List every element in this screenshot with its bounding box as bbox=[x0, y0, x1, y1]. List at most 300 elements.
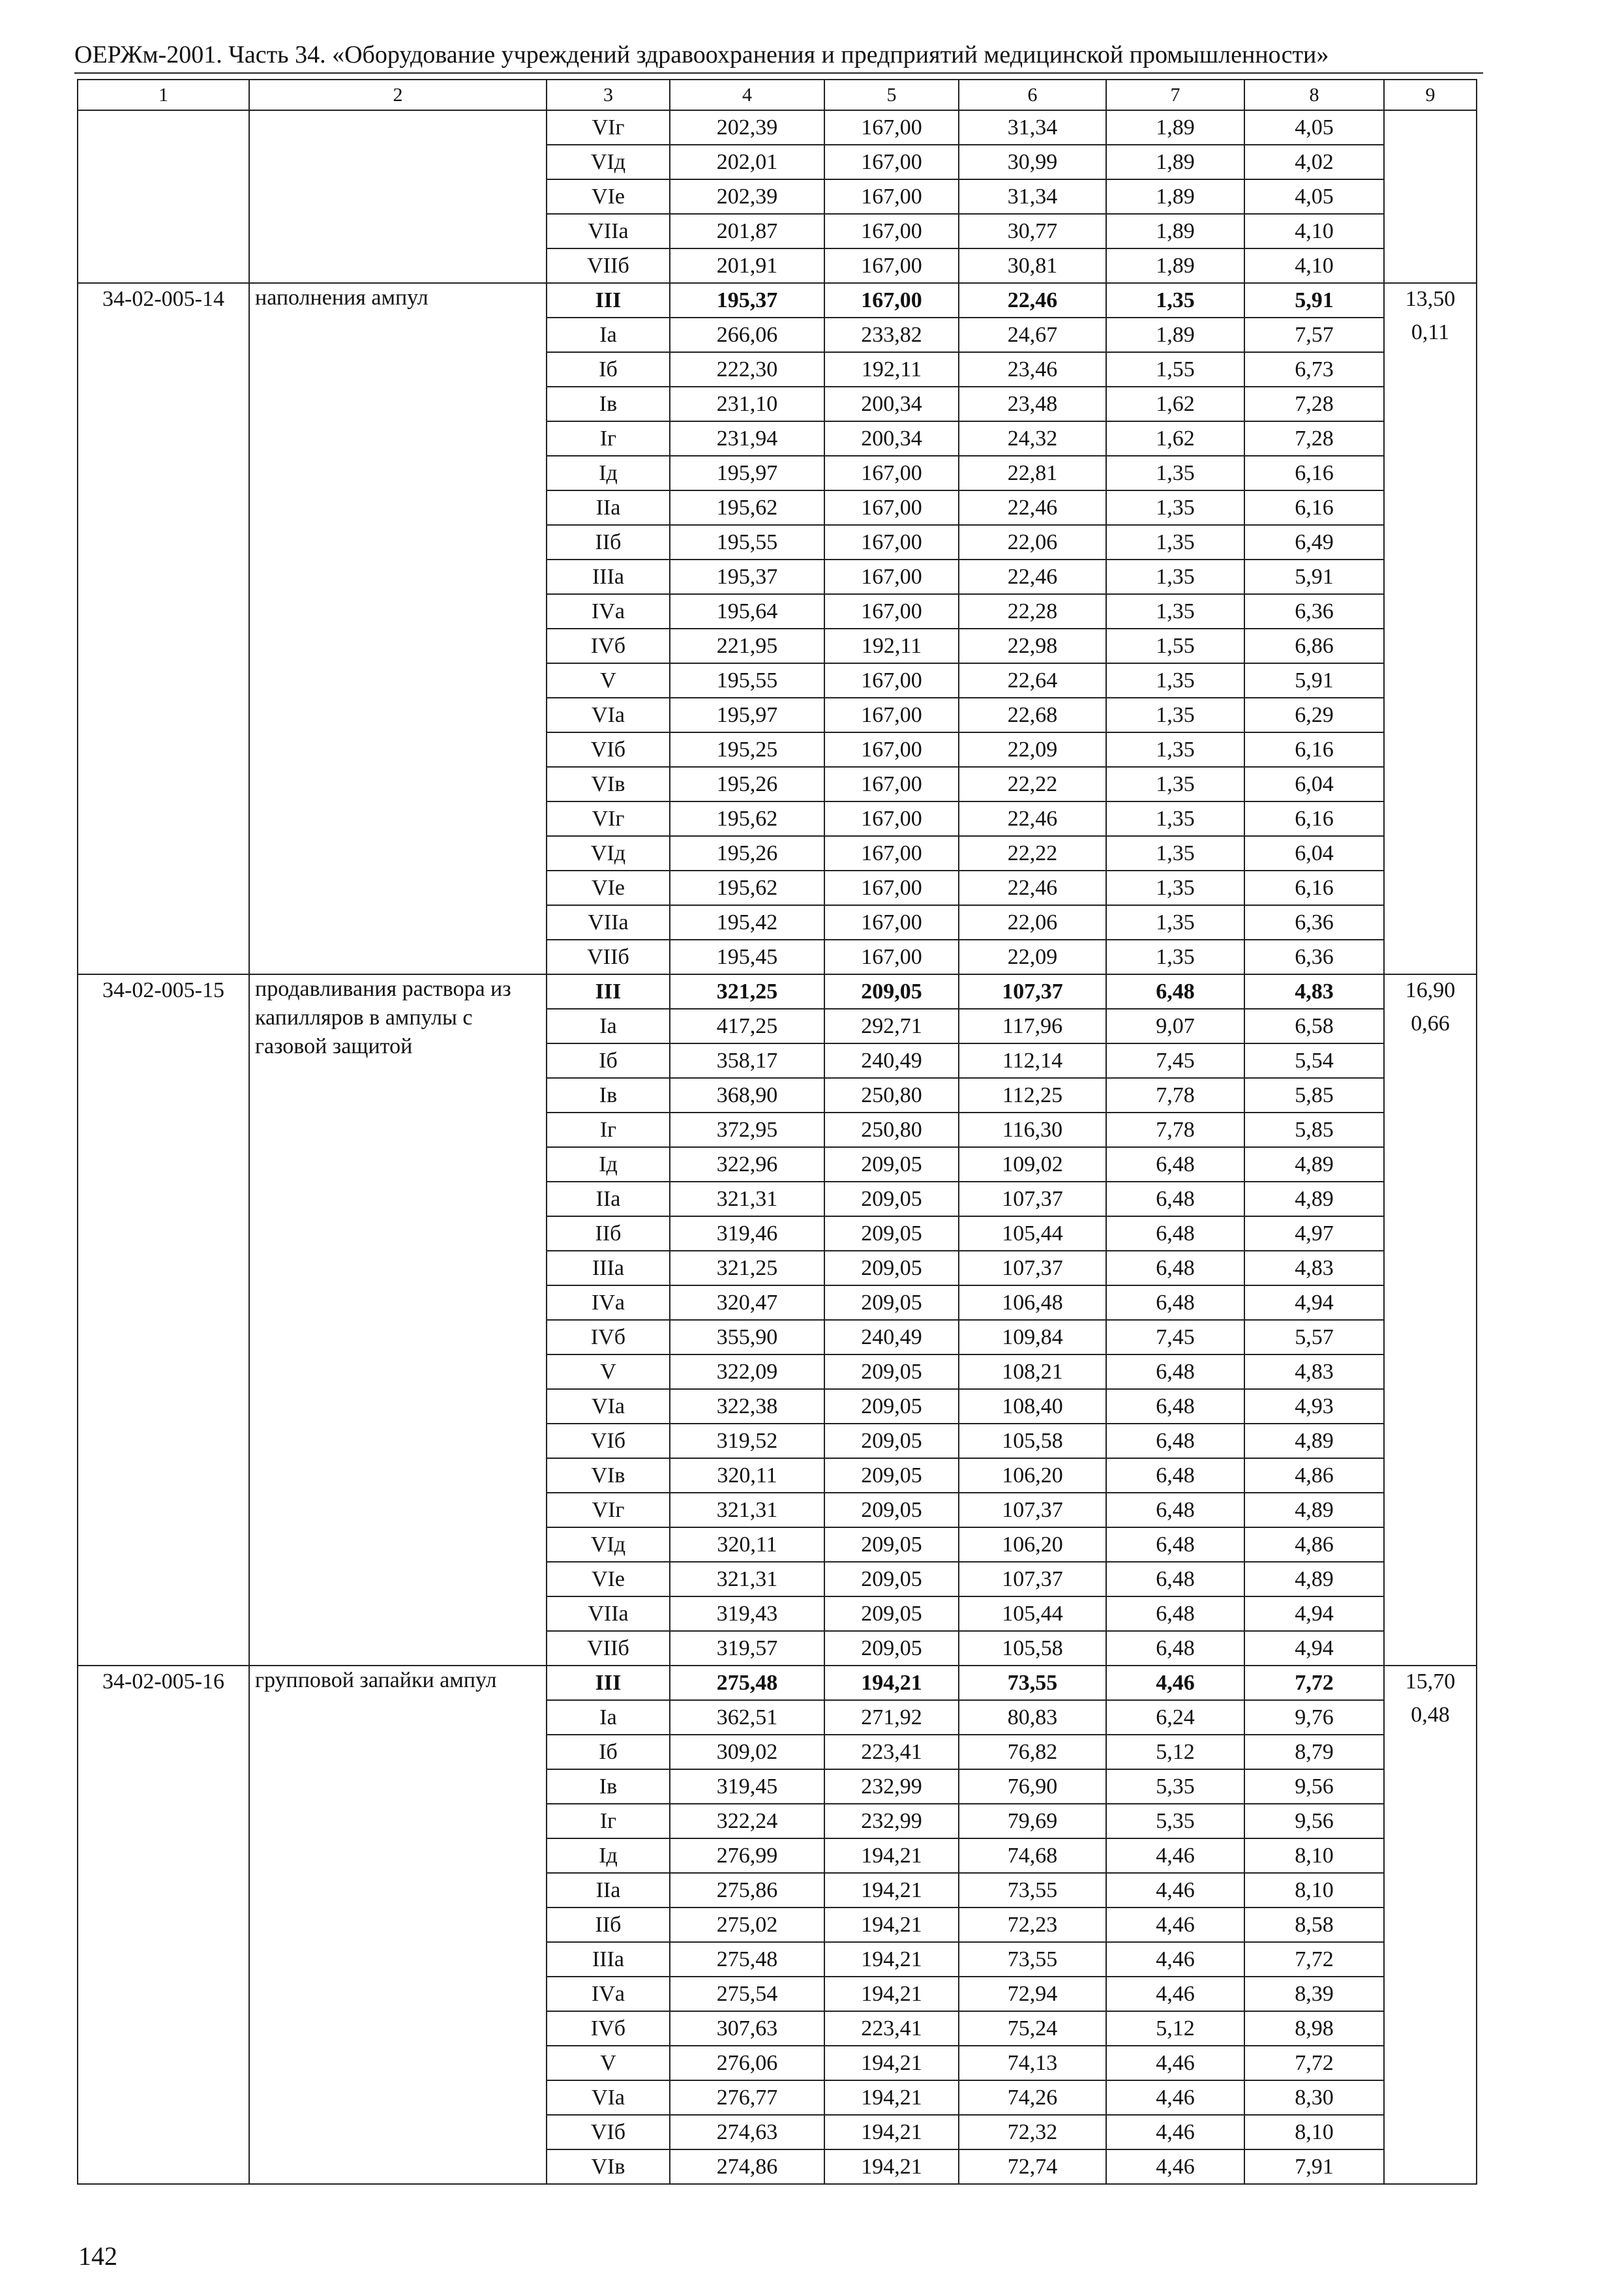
machine-cost-cell: 73,55 bbox=[959, 1873, 1106, 1908]
zone-cell: Iа bbox=[547, 318, 670, 352]
zone-cell: Iд bbox=[547, 1838, 670, 1873]
machine-cost-cell: 72,94 bbox=[959, 1977, 1106, 2011]
zone-cell: IVа bbox=[547, 1285, 670, 1320]
wages-cell: 167,00 bbox=[824, 594, 959, 629]
machine-cost-cell: 105,44 bbox=[959, 1216, 1106, 1251]
total-cost-cell: 322,24 bbox=[670, 1804, 824, 1838]
wages-cell: 167,00 bbox=[824, 801, 959, 836]
driver-wages-cell: 1,62 bbox=[1106, 421, 1244, 456]
total-cost-cell: 195,37 bbox=[670, 283, 824, 318]
driver-wages-cell: 1,35 bbox=[1106, 560, 1244, 594]
driver-wages-cell: 4,46 bbox=[1106, 2046, 1244, 2080]
driver-wages-cell: 6,48 bbox=[1106, 1596, 1244, 1631]
machine-cost-cell: 105,44 bbox=[959, 1596, 1106, 1631]
driver-wages-cell: 6,48 bbox=[1106, 1354, 1244, 1389]
zone-cell: VIIб bbox=[547, 248, 670, 283]
machine-cost-cell: 22,46 bbox=[959, 283, 1106, 318]
machine-cost-cell: 24,32 bbox=[959, 421, 1106, 456]
driver-wages-cell: 1,62 bbox=[1106, 387, 1244, 421]
total-cost-cell: 417,25 bbox=[670, 1009, 824, 1043]
driver-wages-cell: 4,46 bbox=[1106, 1977, 1244, 2011]
wages-cell: 194,21 bbox=[824, 1977, 959, 2011]
materials-cell: 4,94 bbox=[1244, 1285, 1384, 1320]
total-cost-cell: 368,90 bbox=[670, 1078, 824, 1113]
materials-cell: 8,39 bbox=[1244, 1977, 1384, 2011]
machine-cost-cell: 22,64 bbox=[959, 663, 1106, 698]
total-cost-cell: 321,25 bbox=[670, 974, 824, 1009]
zone-cell: Iа bbox=[547, 1700, 670, 1735]
wages-cell: 209,05 bbox=[824, 1631, 959, 1666]
driver-wages-cell: 6,48 bbox=[1106, 974, 1244, 1009]
total-cost-cell: 358,17 bbox=[670, 1043, 824, 1078]
materials-cell: 7,72 bbox=[1244, 1666, 1384, 1700]
total-cost-cell: 221,95 bbox=[670, 629, 824, 663]
machine-cost-cell: 107,37 bbox=[959, 974, 1106, 1009]
machine-cost-cell: 22,46 bbox=[959, 490, 1106, 525]
materials-cell: 6,29 bbox=[1244, 698, 1384, 732]
driver-wages-cell: 4,46 bbox=[1106, 2149, 1244, 2184]
materials-cell: 7,28 bbox=[1244, 421, 1384, 456]
machine-cost-cell: 22,81 bbox=[959, 456, 1106, 490]
machine-cost-cell: 74,26 bbox=[959, 2080, 1106, 2115]
wages-cell: 167,00 bbox=[824, 248, 959, 283]
machine-cost-cell: 107,37 bbox=[959, 1182, 1106, 1216]
total-cost-cell: 195,62 bbox=[670, 490, 824, 525]
materials-cell: 5,91 bbox=[1244, 283, 1384, 318]
zone-cell: VIа bbox=[547, 1389, 670, 1424]
machine-cost-cell: 105,58 bbox=[959, 1424, 1106, 1458]
machine-cost-cell: 74,13 bbox=[959, 2046, 1106, 2080]
total-cost-cell: 274,86 bbox=[670, 2149, 824, 2184]
zone-cell: VIа bbox=[547, 698, 670, 732]
total-cost-cell: 319,52 bbox=[670, 1424, 824, 1458]
wages-cell: 194,21 bbox=[824, 2046, 959, 2080]
machine-cost-cell: 107,37 bbox=[959, 1562, 1106, 1596]
total-cost-cell: 195,62 bbox=[670, 801, 824, 836]
driver-wages-cell: 1,89 bbox=[1106, 318, 1244, 352]
driver-wages-cell: 6,24 bbox=[1106, 1700, 1244, 1735]
code-cell: 34-02-005-15 bbox=[78, 974, 249, 1666]
materials-cell: 8,58 bbox=[1244, 1908, 1384, 1942]
zone-cell: IVб bbox=[547, 1320, 670, 1354]
code-cell: 34-02-005-16 bbox=[78, 1666, 249, 2184]
wages-cell: 209,05 bbox=[824, 1147, 959, 1182]
total-cost-cell: 307,63 bbox=[670, 2011, 824, 2046]
zone-cell: Iг bbox=[547, 1113, 670, 1147]
wages-cell: 194,21 bbox=[824, 1908, 959, 1942]
materials-cell: 6,58 bbox=[1244, 1009, 1384, 1043]
total-cost-cell: 372,95 bbox=[670, 1113, 824, 1147]
wages-cell: 167,00 bbox=[824, 490, 959, 525]
machine-cost-cell: 117,96 bbox=[959, 1009, 1106, 1043]
zone-cell: IVб bbox=[547, 2011, 670, 2046]
wages-cell: 232,99 bbox=[824, 1804, 959, 1838]
machine-cost-cell: 22,46 bbox=[959, 801, 1106, 836]
materials-cell: 7,72 bbox=[1244, 1942, 1384, 1977]
total-cost-cell: 195,55 bbox=[670, 525, 824, 560]
name-cell: групповой запайки ампул bbox=[249, 1666, 547, 2184]
total-cost-cell: 274,63 bbox=[670, 2115, 824, 2149]
table-row bbox=[78, 110, 1477, 145]
machine-cost-cell: 107,37 bbox=[959, 1493, 1106, 1527]
materials-cell: 8,10 bbox=[1244, 1838, 1384, 1873]
zone-cell: VIг bbox=[547, 110, 670, 145]
zone-cell: IVб bbox=[547, 629, 670, 663]
wages-cell: 209,05 bbox=[824, 1562, 959, 1596]
zone-cell: IIIа bbox=[547, 1942, 670, 1977]
driver-wages-cell: 1,35 bbox=[1106, 525, 1244, 560]
machine-cost-cell: 76,90 bbox=[959, 1769, 1106, 1804]
page-header-title: ОЕРЖм-2001. Часть 34. «Оборудование учреждений здравоохранения и предприятий медицинской промышленности» bbox=[74, 41, 1329, 68]
wages-cell: 194,21 bbox=[824, 2115, 959, 2149]
wages-cell: 167,00 bbox=[824, 905, 959, 940]
driver-wages-cell: 4,46 bbox=[1106, 2115, 1244, 2149]
materials-cell: 9,56 bbox=[1244, 1769, 1384, 1804]
materials-cell: 4,05 bbox=[1244, 110, 1384, 145]
column-header: 7 bbox=[1106, 80, 1244, 110]
machine-cost-cell: 31,34 bbox=[959, 179, 1106, 214]
materials-cell: 4,89 bbox=[1244, 1493, 1384, 1527]
zone-cell: VIд bbox=[547, 1527, 670, 1562]
driver-wages-cell: 6,48 bbox=[1106, 1285, 1244, 1320]
name-cell bbox=[249, 110, 547, 283]
wages-cell: 209,05 bbox=[824, 1182, 959, 1216]
wages-cell: 167,00 bbox=[824, 179, 959, 214]
materials-cell: 7,91 bbox=[1244, 2149, 1384, 2184]
wages-cell: 194,21 bbox=[824, 1838, 959, 1873]
wages-cell: 194,21 bbox=[824, 1873, 959, 1908]
extra-value: 0,66 bbox=[1411, 1011, 1450, 1036]
wages-cell: 271,92 bbox=[824, 1700, 959, 1735]
zone-cell: Iг bbox=[547, 1804, 670, 1838]
total-cost-cell: 202,39 bbox=[670, 179, 824, 214]
driver-wages-cell: 1,35 bbox=[1106, 698, 1244, 732]
wages-cell: 209,05 bbox=[824, 1527, 959, 1562]
column-header: 3 bbox=[547, 80, 670, 110]
materials-cell: 4,83 bbox=[1244, 974, 1384, 1009]
total-cost-cell: 319,45 bbox=[670, 1769, 824, 1804]
driver-wages-cell: 6,48 bbox=[1106, 1458, 1244, 1493]
zone-cell: VIб bbox=[547, 1424, 670, 1458]
materials-cell: 4,10 bbox=[1244, 214, 1384, 248]
total-cost-cell: 201,87 bbox=[670, 214, 824, 248]
materials-cell: 9,76 bbox=[1244, 1700, 1384, 1735]
total-cost-cell: 321,31 bbox=[670, 1182, 824, 1216]
zone-cell: VIб bbox=[547, 732, 670, 767]
total-cost-cell: 319,46 bbox=[670, 1216, 824, 1251]
column-header: 2 bbox=[249, 80, 547, 110]
materials-cell: 4,89 bbox=[1244, 1182, 1384, 1216]
materials-cell: 4,10 bbox=[1244, 248, 1384, 283]
total-cost-cell: 195,45 bbox=[670, 940, 824, 974]
wages-cell: 167,00 bbox=[824, 732, 959, 767]
total-cost-cell: 266,06 bbox=[670, 318, 824, 352]
wages-cell: 292,71 bbox=[824, 1009, 959, 1043]
total-cost-cell: 195,25 bbox=[670, 732, 824, 767]
total-cost-cell: 195,26 bbox=[670, 836, 824, 871]
code-cell: 34-02-005-14 bbox=[78, 283, 249, 974]
zone-cell: IIб bbox=[547, 1908, 670, 1942]
table-body bbox=[78, 80, 1477, 2184]
driver-wages-cell: 6,48 bbox=[1106, 1424, 1244, 1458]
materials-cell: 4,83 bbox=[1244, 1354, 1384, 1389]
materials-cell: 4,86 bbox=[1244, 1458, 1384, 1493]
materials-cell: 8,10 bbox=[1244, 2115, 1384, 2149]
zone-cell: IIа bbox=[547, 1873, 670, 1908]
extra-cell bbox=[1384, 283, 1477, 974]
materials-cell: 6,04 bbox=[1244, 767, 1384, 801]
wages-cell: 192,11 bbox=[824, 352, 959, 387]
wages-cell: 167,00 bbox=[824, 698, 959, 732]
zone-cell: Iа bbox=[547, 1009, 670, 1043]
total-cost-cell: 275,48 bbox=[670, 1666, 824, 1700]
materials-cell: 4,83 bbox=[1244, 1251, 1384, 1285]
zone-cell: III bbox=[547, 974, 670, 1009]
column-header: 1 bbox=[78, 80, 249, 110]
zone-cell: VIв bbox=[547, 1458, 670, 1493]
wages-cell: 209,05 bbox=[824, 1285, 959, 1320]
driver-wages-cell: 1,89 bbox=[1106, 179, 1244, 214]
driver-wages-cell: 1,35 bbox=[1106, 594, 1244, 629]
driver-wages-cell: 5,12 bbox=[1106, 1735, 1244, 1769]
materials-cell: 6,36 bbox=[1244, 905, 1384, 940]
total-cost-cell: 276,99 bbox=[670, 1838, 824, 1873]
driver-wages-cell: 5,35 bbox=[1106, 1804, 1244, 1838]
wages-cell: 209,05 bbox=[824, 1389, 959, 1424]
driver-wages-cell: 4,46 bbox=[1106, 1942, 1244, 1977]
driver-wages-cell: 7,45 bbox=[1106, 1043, 1244, 1078]
machine-cost-cell: 30,77 bbox=[959, 214, 1106, 248]
total-cost-cell: 195,62 bbox=[670, 871, 824, 905]
driver-wages-cell: 6,48 bbox=[1106, 1389, 1244, 1424]
zone-cell: V bbox=[547, 1354, 670, 1389]
wages-cell: 209,05 bbox=[824, 1251, 959, 1285]
driver-wages-cell: 4,46 bbox=[1106, 1666, 1244, 1700]
materials-cell: 5,91 bbox=[1244, 663, 1384, 698]
wages-cell: 240,49 bbox=[824, 1043, 959, 1078]
zone-cell: VIIб bbox=[547, 940, 670, 974]
materials-cell: 5,57 bbox=[1244, 1320, 1384, 1354]
total-cost-cell: 202,39 bbox=[670, 110, 824, 145]
driver-wages-cell: 1,55 bbox=[1106, 352, 1244, 387]
wages-cell: 200,34 bbox=[824, 421, 959, 456]
total-cost-cell: 195,64 bbox=[670, 594, 824, 629]
materials-cell: 6,16 bbox=[1244, 801, 1384, 836]
zone-cell: IVа bbox=[547, 1977, 670, 2011]
driver-wages-cell: 4,46 bbox=[1106, 1908, 1244, 1942]
price-table bbox=[77, 79, 1477, 2185]
driver-wages-cell: 1,89 bbox=[1106, 145, 1244, 179]
total-cost-cell: 276,06 bbox=[670, 2046, 824, 2080]
driver-wages-cell: 1,35 bbox=[1106, 283, 1244, 318]
wages-cell: 232,99 bbox=[824, 1769, 959, 1804]
total-cost-cell: 231,94 bbox=[670, 421, 824, 456]
driver-wages-cell: 1,55 bbox=[1106, 629, 1244, 663]
driver-wages-cell: 1,89 bbox=[1106, 248, 1244, 283]
wages-cell: 167,00 bbox=[824, 525, 959, 560]
machine-cost-cell: 22,09 bbox=[959, 940, 1106, 974]
extra-value: 16,90 bbox=[1405, 978, 1456, 1002]
wages-cell: 167,00 bbox=[824, 456, 959, 490]
driver-wages-cell: 1,35 bbox=[1106, 490, 1244, 525]
wages-cell: 167,00 bbox=[824, 110, 959, 145]
materials-cell: 6,86 bbox=[1244, 629, 1384, 663]
total-cost-cell: 322,09 bbox=[670, 1354, 824, 1389]
table-row bbox=[78, 1666, 1477, 1700]
machine-cost-cell: 80,83 bbox=[959, 1700, 1106, 1735]
driver-wages-cell: 1,35 bbox=[1106, 836, 1244, 871]
materials-cell: 6,16 bbox=[1244, 871, 1384, 905]
extra-value: 13,50 bbox=[1405, 287, 1456, 311]
extra-cell bbox=[1384, 110, 1477, 283]
zone-cell: IIа bbox=[547, 490, 670, 525]
machine-cost-cell: 30,99 bbox=[959, 145, 1106, 179]
total-cost-cell: 195,42 bbox=[670, 905, 824, 940]
column-header-row bbox=[78, 80, 1477, 110]
column-header: 4 bbox=[670, 80, 824, 110]
machine-cost-cell: 112,14 bbox=[959, 1043, 1106, 1078]
total-cost-cell: 275,02 bbox=[670, 1908, 824, 1942]
materials-cell: 4,94 bbox=[1244, 1596, 1384, 1631]
wages-cell: 209,05 bbox=[824, 1216, 959, 1251]
materials-cell: 5,85 bbox=[1244, 1113, 1384, 1147]
driver-wages-cell: 1,35 bbox=[1106, 663, 1244, 698]
materials-cell: 4,89 bbox=[1244, 1147, 1384, 1182]
zone-cell: V bbox=[547, 663, 670, 698]
driver-wages-cell: 4,46 bbox=[1106, 1873, 1244, 1908]
zone-cell: IIIа bbox=[547, 1251, 670, 1285]
zone-cell: VIг bbox=[547, 801, 670, 836]
machine-cost-cell: 22,09 bbox=[959, 732, 1106, 767]
total-cost-cell: 309,02 bbox=[670, 1735, 824, 1769]
extra-value: 0,11 bbox=[1411, 320, 1450, 344]
machine-cost-cell: 31,34 bbox=[959, 110, 1106, 145]
machine-cost-cell: 109,84 bbox=[959, 1320, 1106, 1354]
total-cost-cell: 275,54 bbox=[670, 1977, 824, 2011]
extra-cell bbox=[1384, 1666, 1477, 2184]
zone-cell: III bbox=[547, 283, 670, 318]
total-cost-cell: 201,91 bbox=[670, 248, 824, 283]
zone-cell: IVа bbox=[547, 594, 670, 629]
column-header: 8 bbox=[1244, 80, 1384, 110]
total-cost-cell: 195,97 bbox=[670, 456, 824, 490]
zone-cell: Iб bbox=[547, 1043, 670, 1078]
driver-wages-cell: 6,48 bbox=[1106, 1182, 1244, 1216]
zone-cell: Iв bbox=[547, 1769, 670, 1804]
wages-cell: 167,00 bbox=[824, 871, 959, 905]
wages-cell: 167,00 bbox=[824, 940, 959, 974]
table-row bbox=[78, 974, 1477, 1009]
wages-cell: 209,05 bbox=[824, 1424, 959, 1458]
machine-cost-cell: 30,81 bbox=[959, 248, 1106, 283]
materials-cell: 6,49 bbox=[1244, 525, 1384, 560]
extra-value: 15,70 bbox=[1405, 1669, 1456, 1694]
materials-cell: 7,72 bbox=[1244, 2046, 1384, 2080]
materials-cell: 8,79 bbox=[1244, 1735, 1384, 1769]
wages-cell: 209,05 bbox=[824, 974, 959, 1009]
machine-cost-cell: 112,25 bbox=[959, 1078, 1106, 1113]
driver-wages-cell: 6,48 bbox=[1106, 1216, 1244, 1251]
wages-cell: 167,00 bbox=[824, 836, 959, 871]
table-row bbox=[78, 283, 1477, 318]
machine-cost-cell: 72,74 bbox=[959, 2149, 1106, 2184]
machine-cost-cell: 79,69 bbox=[959, 1804, 1106, 1838]
total-cost-cell: 275,48 bbox=[670, 1942, 824, 1977]
machine-cost-cell: 108,21 bbox=[959, 1354, 1106, 1389]
materials-cell: 4,02 bbox=[1244, 145, 1384, 179]
driver-wages-cell: 1,89 bbox=[1106, 110, 1244, 145]
driver-wages-cell: 4,46 bbox=[1106, 1838, 1244, 1873]
driver-wages-cell: 1,35 bbox=[1106, 767, 1244, 801]
wages-cell: 200,34 bbox=[824, 387, 959, 421]
wages-cell: 194,21 bbox=[824, 2149, 959, 2184]
materials-cell: 6,16 bbox=[1244, 732, 1384, 767]
zone-cell: VIг bbox=[547, 1493, 670, 1527]
name-cell: наполнения ампул bbox=[249, 283, 547, 974]
header-divider bbox=[74, 72, 1483, 74]
machine-cost-cell: 73,55 bbox=[959, 1666, 1106, 1700]
total-cost-cell: 320,11 bbox=[670, 1458, 824, 1493]
machine-cost-cell: 106,48 bbox=[959, 1285, 1106, 1320]
column-header: 5 bbox=[824, 80, 959, 110]
zone-cell: Iг bbox=[547, 421, 670, 456]
wages-cell: 167,00 bbox=[824, 283, 959, 318]
machine-cost-cell: 108,40 bbox=[959, 1389, 1106, 1424]
materials-cell: 5,91 bbox=[1244, 560, 1384, 594]
machine-cost-cell: 22,28 bbox=[959, 594, 1106, 629]
driver-wages-cell: 5,35 bbox=[1106, 1769, 1244, 1804]
materials-cell: 6,04 bbox=[1244, 836, 1384, 871]
materials-cell: 8,10 bbox=[1244, 1873, 1384, 1908]
driver-wages-cell: 6,48 bbox=[1106, 1251, 1244, 1285]
wages-cell: 250,80 bbox=[824, 1078, 959, 1113]
driver-wages-cell: 6,48 bbox=[1106, 1631, 1244, 1666]
driver-wages-cell: 1,35 bbox=[1106, 456, 1244, 490]
extra-cell bbox=[1384, 974, 1477, 1666]
wages-cell: 223,41 bbox=[824, 2011, 959, 2046]
zone-cell: III bbox=[547, 1666, 670, 1700]
wages-cell: 209,05 bbox=[824, 1493, 959, 1527]
total-cost-cell: 321,25 bbox=[670, 1251, 824, 1285]
machine-cost-cell: 107,37 bbox=[959, 1251, 1106, 1285]
wages-cell: 167,00 bbox=[824, 767, 959, 801]
driver-wages-cell: 1,35 bbox=[1106, 905, 1244, 940]
materials-cell: 8,98 bbox=[1244, 2011, 1384, 2046]
zone-cell: VIб bbox=[547, 2115, 670, 2149]
driver-wages-cell: 6,48 bbox=[1106, 1493, 1244, 1527]
materials-cell: 5,85 bbox=[1244, 1078, 1384, 1113]
total-cost-cell: 276,77 bbox=[670, 2080, 824, 2115]
name-cell: продавливания раствора из капилляров в ампулы с газовой защитой bbox=[249, 974, 547, 1666]
materials-cell: 4,05 bbox=[1244, 179, 1384, 214]
materials-cell: 6,36 bbox=[1244, 940, 1384, 974]
zone-cell: IIб bbox=[547, 1216, 670, 1251]
total-cost-cell: 195,26 bbox=[670, 767, 824, 801]
total-cost-cell: 319,57 bbox=[670, 1631, 824, 1666]
materials-cell: 4,94 bbox=[1244, 1631, 1384, 1666]
wages-cell: 167,00 bbox=[824, 145, 959, 179]
machine-cost-cell: 22,22 bbox=[959, 767, 1106, 801]
zone-cell: VIа bbox=[547, 2080, 670, 2115]
machine-cost-cell: 22,22 bbox=[959, 836, 1106, 871]
machine-cost-cell: 22,46 bbox=[959, 560, 1106, 594]
total-cost-cell: 319,43 bbox=[670, 1596, 824, 1631]
column-header: 9 bbox=[1384, 80, 1477, 110]
machine-cost-cell: 22,06 bbox=[959, 905, 1106, 940]
total-cost-cell: 202,01 bbox=[670, 145, 824, 179]
driver-wages-cell: 5,12 bbox=[1106, 2011, 1244, 2046]
wages-cell: 194,21 bbox=[824, 1942, 959, 1977]
